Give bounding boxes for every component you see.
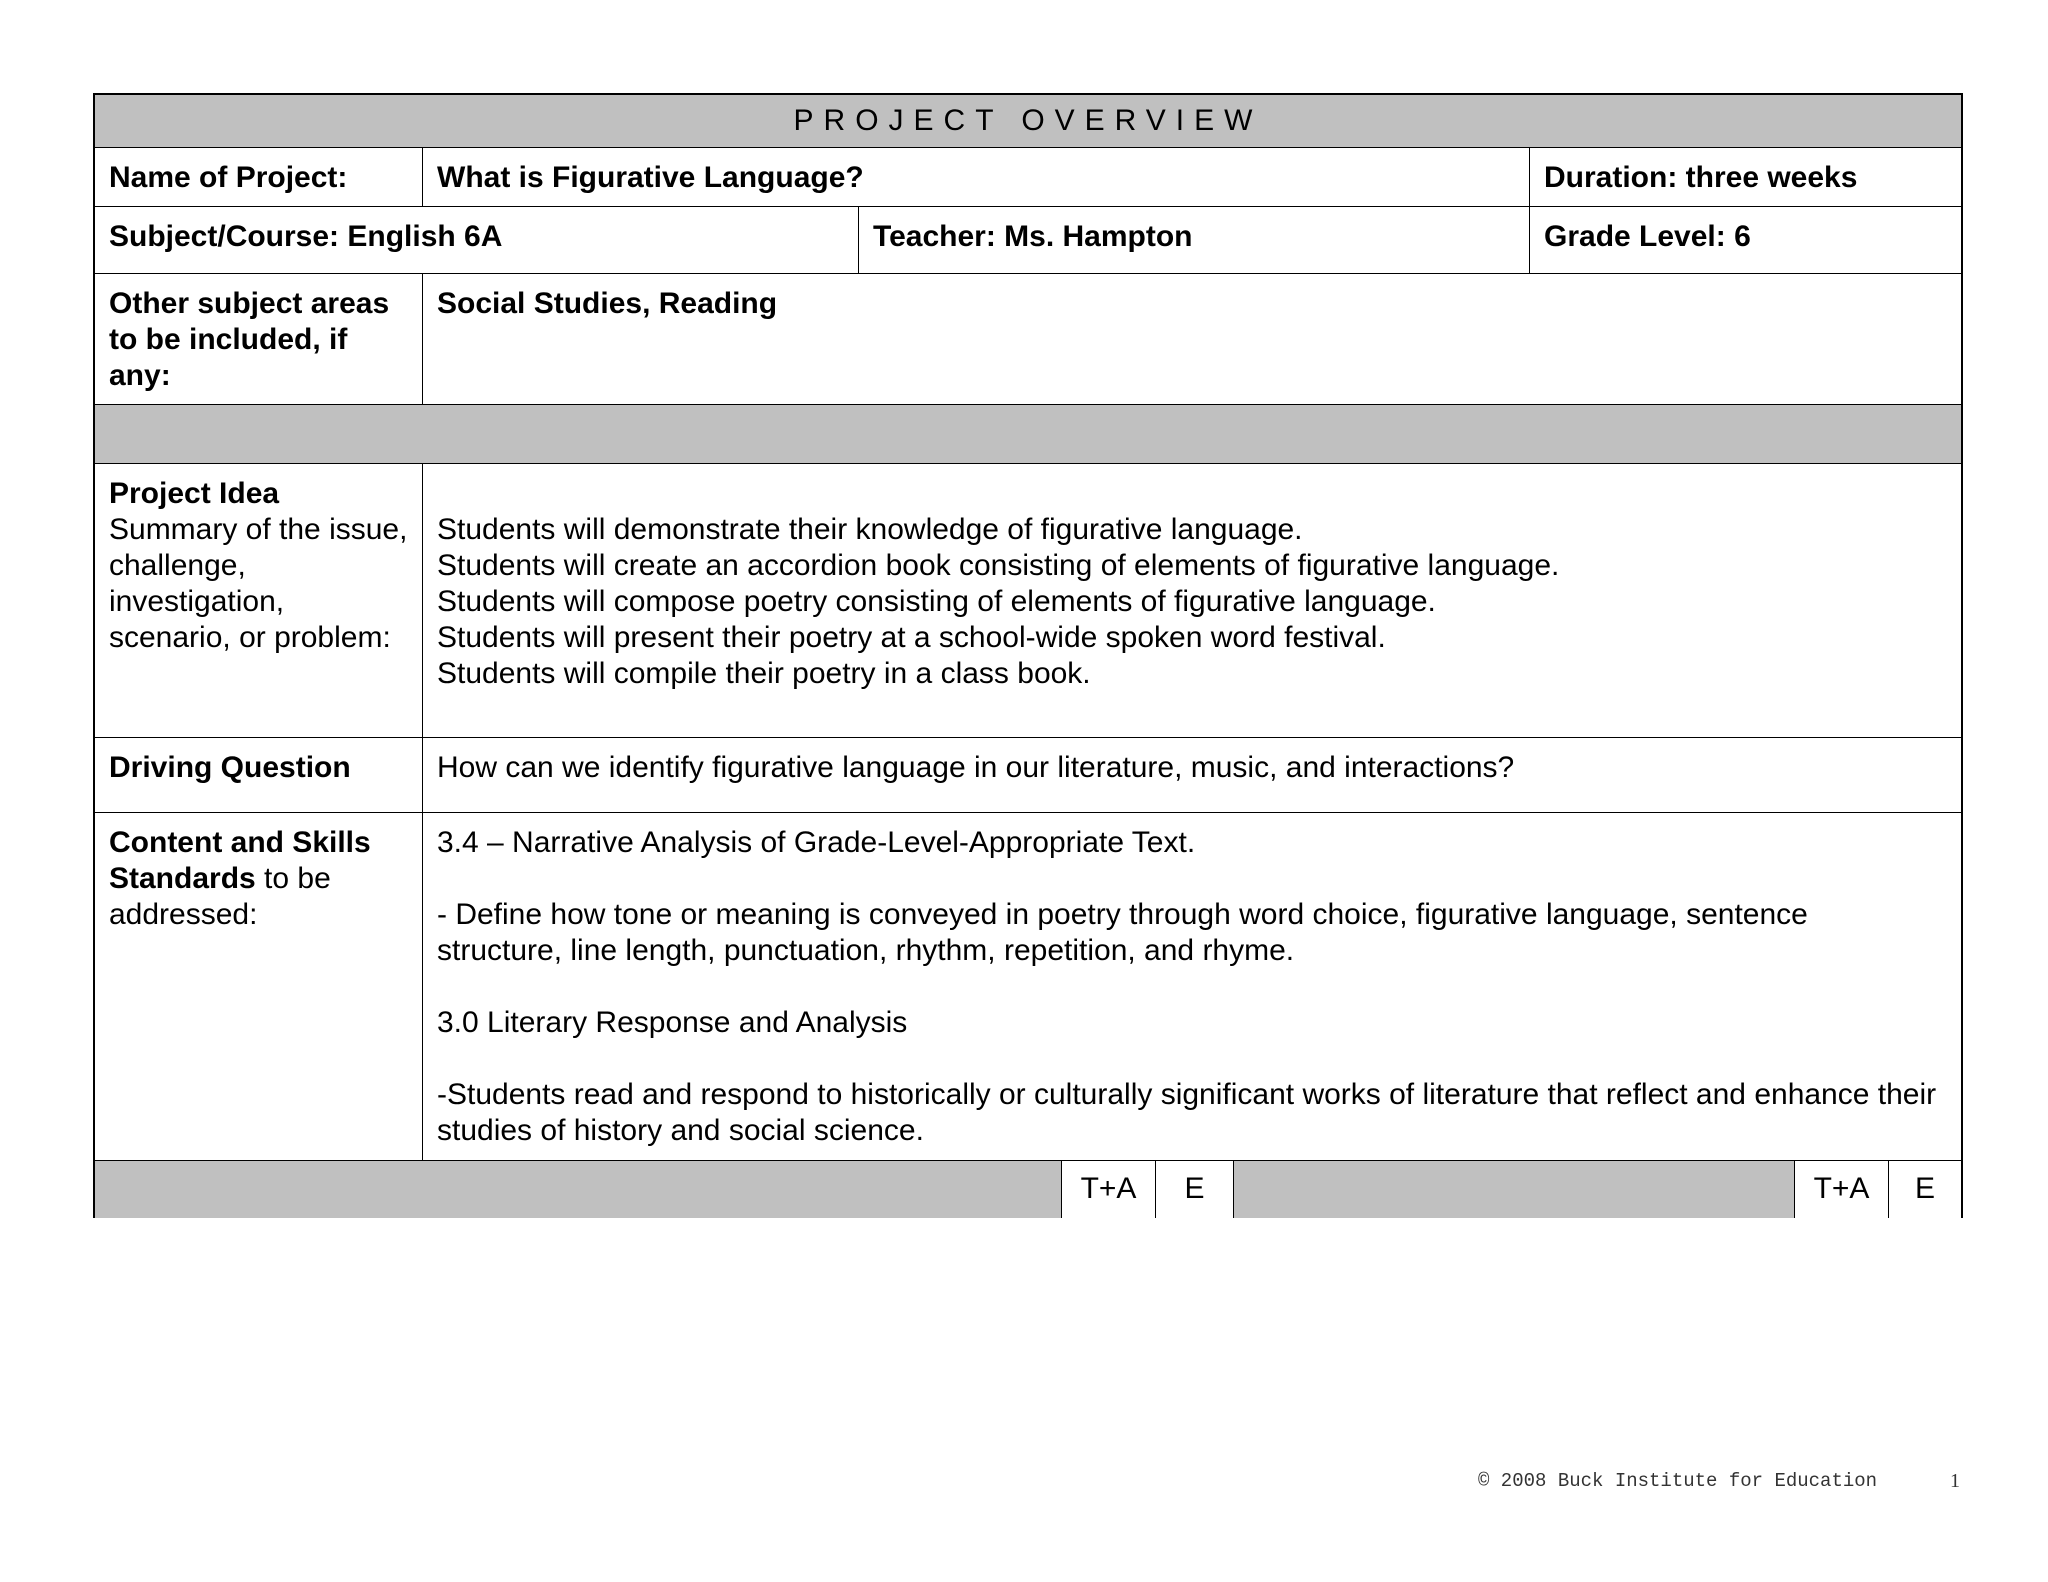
project-idea-line: Students will create an accordion book consisting of elements of figurative language. bbox=[437, 549, 1560, 582]
left-e-cell: E bbox=[1155, 1161, 1233, 1218]
subject-course-value: Subject/Course: English 6A bbox=[109, 220, 503, 253]
grade-level-value: Grade Level: 6 bbox=[1529, 207, 1961, 273]
bottom-row bbox=[95, 1161, 1961, 1218]
page-number: 1 bbox=[1950, 1470, 1960, 1492]
project-name-value: What is Figurative Language? bbox=[422, 148, 1529, 206]
other-subjects-label: Other subject areas to be included, if any: bbox=[109, 287, 390, 392]
project-idea-line: Students will present their poetry at a school-wide spoken word festival. bbox=[437, 621, 1386, 654]
project-idea-description: Summary of the issue, challenge, investigation, scenario, or problem: bbox=[109, 513, 408, 654]
project-idea-heading: Project Idea bbox=[109, 477, 280, 510]
section-divider bbox=[95, 405, 1961, 463]
driving-question-value: How can we identify figurative language in our literature, music, and interactions? bbox=[422, 738, 1961, 812]
standard-paragraph: -Students read and respond to historically or culturally significant works of literature that reflect and enhance their studies of history and social science. bbox=[437, 1078, 1937, 1147]
project-idea-line: Students will compile their poetry in a class book. bbox=[437, 657, 1091, 690]
left-ta-cell: T+A bbox=[1061, 1161, 1155, 1218]
content-skills-description: to be addressed: bbox=[109, 862, 331, 931]
project-idea-line: Students will demonstrate their knowledge of figurative language. bbox=[437, 513, 1303, 546]
other-subjects-value: Social Studies, Reading bbox=[422, 274, 1961, 404]
content-skills-label bbox=[95, 813, 422, 1160]
copyright-footer: © 2008 Buck Institute for Education bbox=[1478, 1470, 1878, 1492]
content-skills-heading: Content and Skills Standards bbox=[109, 826, 371, 895]
standard-paragraph: 3.4 – Narrative Analysis of Grade-Level-Appropriate Text. bbox=[437, 826, 1196, 859]
project-name-label: Name of Project: bbox=[109, 161, 348, 194]
project-overview-table bbox=[93, 93, 1963, 1218]
content-skills-content bbox=[422, 813, 1961, 1160]
right-ta-cell: T+A bbox=[1794, 1161, 1888, 1218]
driving-question-label: Driving Question bbox=[109, 751, 351, 784]
project-idea-line: Students will compose poetry consisting of elements of figurative language. bbox=[437, 585, 1436, 618]
project-idea-label bbox=[95, 464, 422, 737]
teacher-value: Teacher: Ms. Hampton bbox=[858, 207, 1529, 273]
right-e-cell: E bbox=[1888, 1161, 1961, 1218]
standard-paragraph: 3.0 Literary Response and Analysis bbox=[437, 1006, 908, 1039]
project-idea-content bbox=[422, 464, 1961, 737]
standard-paragraph: - Define how tone or meaning is conveyed in poetry through word choice, figurative language, sentence structure, line length, punctuation, rhythm, repetition, and rhyme. bbox=[437, 898, 1808, 967]
duration-value: Duration: three weeks bbox=[1529, 148, 1961, 206]
page-title: PROJECT OVERVIEW bbox=[793, 104, 1263, 137]
